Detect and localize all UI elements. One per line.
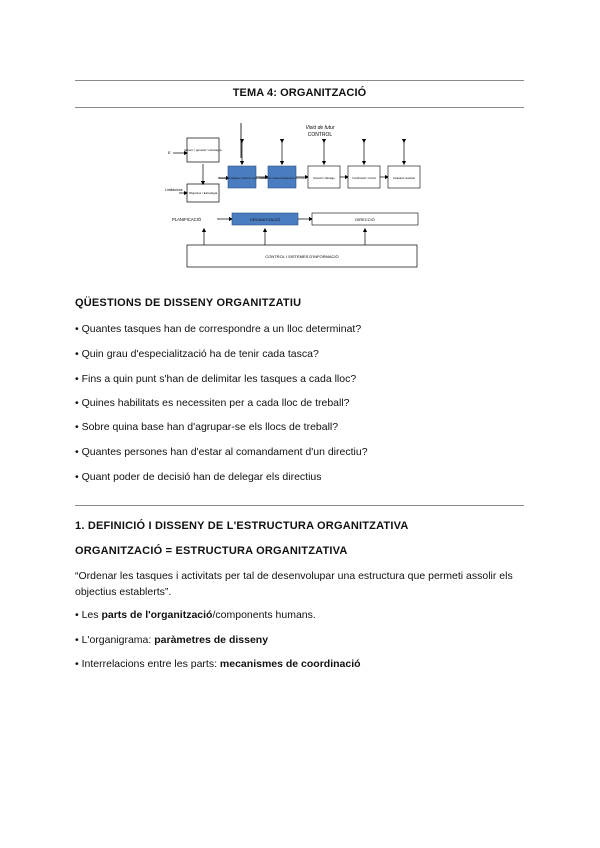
section1-subheading: ORGANITZACIÓ = ESTRUCTURA ORGANITZATIVA [75, 545, 348, 557]
question-item: • Fins a quin punt s'han de delimitar les tasques a cada lloc? [75, 373, 357, 385]
question-item: • Quantes tasques han de correspondre a un lloc determinat? [75, 323, 362, 335]
section-rule [75, 505, 524, 506]
question-item: • Quantes persones han d'estar al comandament d'un directiu? [75, 446, 368, 458]
diagram-top-label-2: CONTROL [307, 132, 333, 138]
section1-heading: 1. DEFINICIÓ I DISSENY DE L'ESTRUCTURA ORGANITZATIVA [75, 520, 409, 532]
bullet-organigrama-bold: paràmetres de disseny [154, 634, 269, 646]
bullet-interrelacions-bold: mecanismes de coordinació [219, 658, 361, 670]
bullet-parts [75, 609, 316, 621]
white-box-2-text: Coordinació i control [352, 177, 376, 180]
bullet-organigrama [75, 634, 268, 646]
definition-quote: “Ordenar les tasques i activitats per tal de desenvolupar una estructura que permeti assolir els objectius establerts”. [75, 570, 513, 598]
question-item: • Quines habilitats es necessiten per a cada lloc de treball? [75, 397, 350, 409]
page-title: TEMA 4: ORGANITZACIÓ [232, 87, 367, 99]
label-e: E [168, 150, 171, 155]
box-lower-left-text: Objectius / Estratègia [188, 191, 218, 195]
questions-heading: QÜESTIONS DE DISSENY ORGANITZATIU [75, 297, 302, 309]
bullet-parts-prefix: • Les [75, 609, 102, 621]
control-bar-text: CONTROL I SISTEMES D'INFORMACIÓ [265, 254, 339, 259]
bullet-organigrama-prefix: • L'organigrama: [75, 634, 155, 646]
organitzacio-text: ORGANITZACIÓ [249, 217, 281, 222]
bullet-interrelacions [75, 658, 361, 670]
question-item: • Quin grau d'especialització ha de tenir cada tasca? [75, 348, 319, 360]
diagram-top-label-1: Visió de futur [305, 125, 335, 131]
label-planificacio: PLANIFICACIÓ [172, 217, 202, 222]
top-rule [75, 80, 524, 81]
title-rule [75, 107, 524, 108]
box-top-left-text: Entorn / general / estratègia [184, 148, 222, 152]
direccio-text: DIRECCIÓ [355, 217, 375, 222]
white-box-3-text: Avaluació resultats [393, 177, 415, 180]
bullet-interrelacions-prefix: • Interrelacions entre les parts: [75, 658, 220, 670]
blue-box-1-text: Descripció tasques i funcions organització [217, 177, 267, 180]
organization-diagram [165, 118, 421, 272]
blue-box-2-text: Conducció i desenvolupament recursos [259, 177, 305, 180]
question-item: • Quant poder de decisió han de delegar els directius [75, 471, 322, 483]
bullet-parts-suffix: /components humans. [212, 609, 316, 621]
white-box-1-text: Direcció i lideratge [313, 177, 335, 180]
label-side: Limitacions [165, 188, 183, 192]
question-item: • Sobre quina base han d'agrupar-se els llocs de treball? [75, 421, 339, 433]
bullet-parts-bold: parts de l'organització [101, 609, 213, 621]
